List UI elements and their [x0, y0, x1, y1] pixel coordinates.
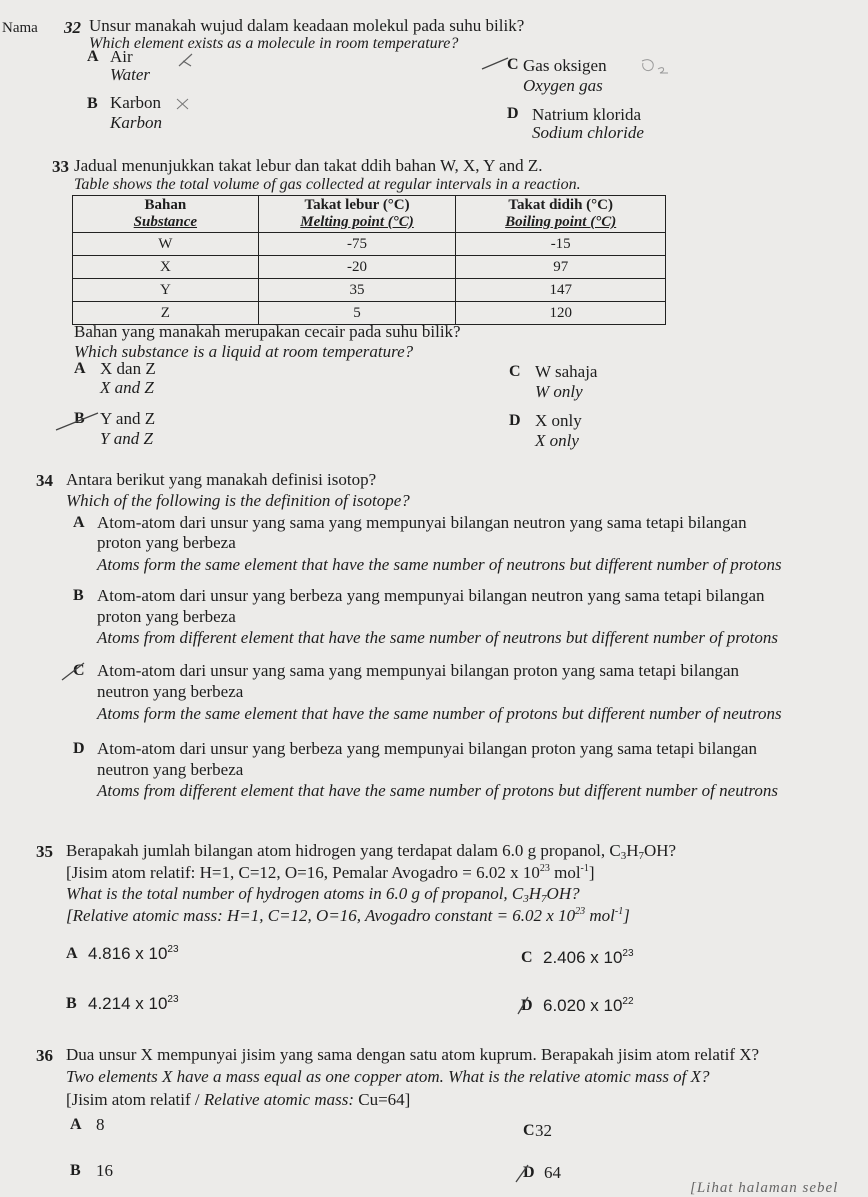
q35-info-en: [Relative atomic mass: H=1, C=12, O=16, Avogadro constant = 6.02 x $10^{23}$ mol$^{-1}$] [66, 906, 630, 925]
q36-option-a-letter[interactable]: A [70, 1116, 82, 1133]
q36-option-b-value: 16 [96, 1161, 113, 1180]
q35-option-b-letter[interactable]: B [66, 995, 77, 1012]
q36-option-d-letter[interactable]: D [523, 1164, 535, 1181]
q32-text-en: Which element exists as a molecule in room temperature? [89, 35, 459, 52]
question-number-35: 35 [36, 842, 53, 861]
q35-info-my: [Jisim atom relatif: H=1, C=12, O=16, Pemalar Avogadro = 6.02 x $10^{23}$ mol$^{-1}$] [66, 863, 595, 882]
table-row [73, 279, 666, 302]
table-cell: -75 [258, 233, 456, 256]
q36-option-c-letter[interactable]: C [523, 1122, 535, 1139]
q33-option-b-en: Y and Z [100, 429, 153, 448]
next-page-note: [Lihat halaman sebel [690, 1180, 839, 1196]
q35-text-my: Berapakah jumlah bilangan atom hidrogen yang terdapat dalam 6.0 g propanol, $C_3H_7OH$? [66, 841, 677, 862]
q34-option-a-my2: proton yang berbeza [97, 533, 236, 552]
melting-boiling-table [72, 195, 666, 325]
q33-option-a-my: X dan Z [100, 359, 156, 378]
table-cell: 97 [456, 256, 666, 279]
question-number-36: 36 [36, 1046, 53, 1065]
q34-option-a-en: Atoms form the same element that have the same number of neutrons but different number of protons [97, 555, 782, 574]
q36-option-b-letter[interactable]: B [70, 1162, 81, 1179]
q33-text-my: Jadual menunjukkan takat lebur dan takat ddih bahan W, X, Y and Z. [74, 156, 543, 175]
q35-option-d-value: 6.020 x $10^{22}$ [543, 996, 634, 1015]
table-cell: 35 [258, 279, 456, 302]
q34-option-d-en: Atoms from different element that have the same number of protons but different number of neutrons [97, 781, 779, 800]
q36-text-en: Two elements X have a mass equal as one copper atom. What is the relative atomic mass of X? [66, 1067, 710, 1086]
pen-tick-icon [515, 994, 531, 1016]
q34-text-my: Antara berikut yang manakah definisi isotop? [66, 470, 377, 489]
q35-option-a-value: 4.816 x $10^{23}$ [88, 944, 179, 963]
table-cell: -15 [456, 233, 666, 256]
q35-option-a-letter[interactable]: A [66, 945, 78, 962]
q33-option-b-letter[interactable]: B [74, 410, 85, 427]
q36-info: [Jisim atom relatif / Relative atomic mass: Cu=64] [66, 1090, 411, 1109]
pen-o2-doodle-icon [638, 57, 672, 77]
table-header-boiling: Takat didih (°C) Boiling point (°C) [456, 196, 666, 233]
table-cell: W [73, 233, 259, 256]
table-row [73, 233, 666, 256]
q34-option-c-letter[interactable]: C [73, 662, 85, 679]
q34-option-b-my1: Atom-atom dari unsur yang berbeza yang mempunyai bilangan neutron yang sama tetapi bilangan [97, 586, 765, 605]
pen-mark-icon [176, 52, 196, 68]
pen-tick-icon [60, 660, 86, 682]
q32-option-d-letter[interactable]: D [507, 105, 519, 122]
q32-option-b-letter[interactable]: B [87, 95, 98, 112]
table-header-melting: Takat lebur (°C) Melting point (°C) [258, 196, 456, 233]
q32-option-c-letter[interactable]: C [507, 56, 519, 73]
table-header-substance: Bahan Substance [73, 196, 259, 233]
q33-option-c-letter[interactable]: C [509, 363, 521, 380]
q32-option-b-my: Karbon [110, 93, 161, 112]
nama-label: Nama [2, 20, 38, 36]
pen-tick-icon [480, 55, 510, 71]
q36-option-c-value: 32 [535, 1121, 552, 1140]
pen-tick-icon [513, 1162, 531, 1184]
question-number-32: 32 [64, 18, 81, 37]
table-row [73, 256, 666, 279]
q33-text-en: Table shows the total volume of gas collected at regular intervals in a reaction. [74, 176, 581, 193]
table-cell: 120 [456, 302, 666, 325]
q33-option-a-letter[interactable]: A [74, 360, 86, 377]
table-cell: 5 [258, 302, 456, 325]
q34-option-d-my1: Atom-atom dari unsur yang berbeza yang mempunyai bilangan proton yang sama tetapi bilangan [97, 739, 757, 758]
q33-option-d-my: X only [535, 411, 582, 430]
q34-option-c-en: Atoms form the same element that have the same number of protons but different number of neutrons [97, 704, 782, 723]
q34-option-c-my2: neutron yang berbeza [97, 682, 244, 701]
pen-tick-icon [54, 410, 100, 432]
q34-option-a-my1: Atom-atom dari unsur yang sama yang mempunyai bilangan neutron yang sama tetapi bilangan [97, 513, 747, 532]
q32-option-a-en: Water [110, 65, 150, 84]
q33-option-a-en: X and Z [100, 378, 154, 397]
q34-text-en: Which of the following is the definition of isotope? [66, 491, 410, 510]
q32-option-d-my: Natrium klorida [532, 105, 642, 124]
q34-option-b-letter[interactable]: B [73, 587, 84, 604]
q32-text-my: Unsur manakah wujud dalam keadaan molekul pada suhu bilik? [89, 16, 525, 35]
q32-option-a-letter[interactable]: A [87, 48, 99, 65]
q36-option-d-value: 64 [544, 1163, 561, 1182]
q33-option-c-en: W only [535, 382, 583, 401]
q32-option-c-en: Oxygen gas [523, 76, 603, 95]
q35-option-c-letter[interactable]: C [521, 949, 533, 966]
question-number-34: 34 [36, 471, 53, 490]
q33-option-b-my: Y and Z [100, 409, 156, 428]
table-cell: X [73, 256, 259, 279]
q32-option-d-en: Sodium chloride [532, 123, 644, 142]
q35-option-d-letter[interactable]: D [521, 997, 533, 1014]
q34-option-a-letter[interactable]: A [73, 514, 85, 531]
q32-option-a-my: Air [110, 47, 133, 66]
q34-option-c-my1: Atom-atom dari unsur yang sama yang mempunyai bilangan proton yang sama tetapi bilangan [97, 661, 740, 680]
q35-option-c-value: 2.406 x $10^{23}$ [543, 948, 634, 967]
q33-question-en: Which substance is a liquid at room temperature? [74, 342, 414, 361]
q32-option-b-en: Karbon [110, 113, 162, 132]
q33-option-c-my: W sahaja [535, 362, 598, 381]
table-cell: Z [73, 302, 259, 325]
q36-option-a-value: 8 [96, 1115, 105, 1134]
table-cell: -20 [258, 256, 456, 279]
q34-option-b-en: Atoms from different element that have the same number of neutrons but different number of protons [97, 628, 779, 647]
pen-cross-icon [176, 98, 190, 110]
table-cell: 147 [456, 279, 666, 302]
q35-text-en: What is the total number of hydrogen atoms in 6.0 g of propanol, $C_3H_7OH$? [66, 884, 580, 905]
q35-option-b-value: 4.214 x $10^{23}$ [88, 994, 179, 1013]
q32-option-c-my: Gas oksigen [523, 56, 607, 75]
q34-option-b-my2: proton yang berbeza [97, 607, 236, 626]
q33-option-d-letter[interactable]: D [509, 412, 521, 429]
q34-option-d-my2: neutron yang berbeza [97, 760, 244, 779]
question-number-33: 33 [52, 157, 69, 176]
q34-option-d-letter[interactable]: D [73, 740, 85, 757]
table-cell: Y [73, 279, 259, 302]
q33-question-my: Bahan yang manakah merupakan cecair pada suhu bilik? [74, 322, 461, 341]
q33-option-d-en: X only [535, 431, 579, 450]
q36-text-my: Dua unsur X mempunyai jisim yang sama dengan satu atom kuprum. Berapakah jisim atom relatif X? [66, 1045, 760, 1064]
